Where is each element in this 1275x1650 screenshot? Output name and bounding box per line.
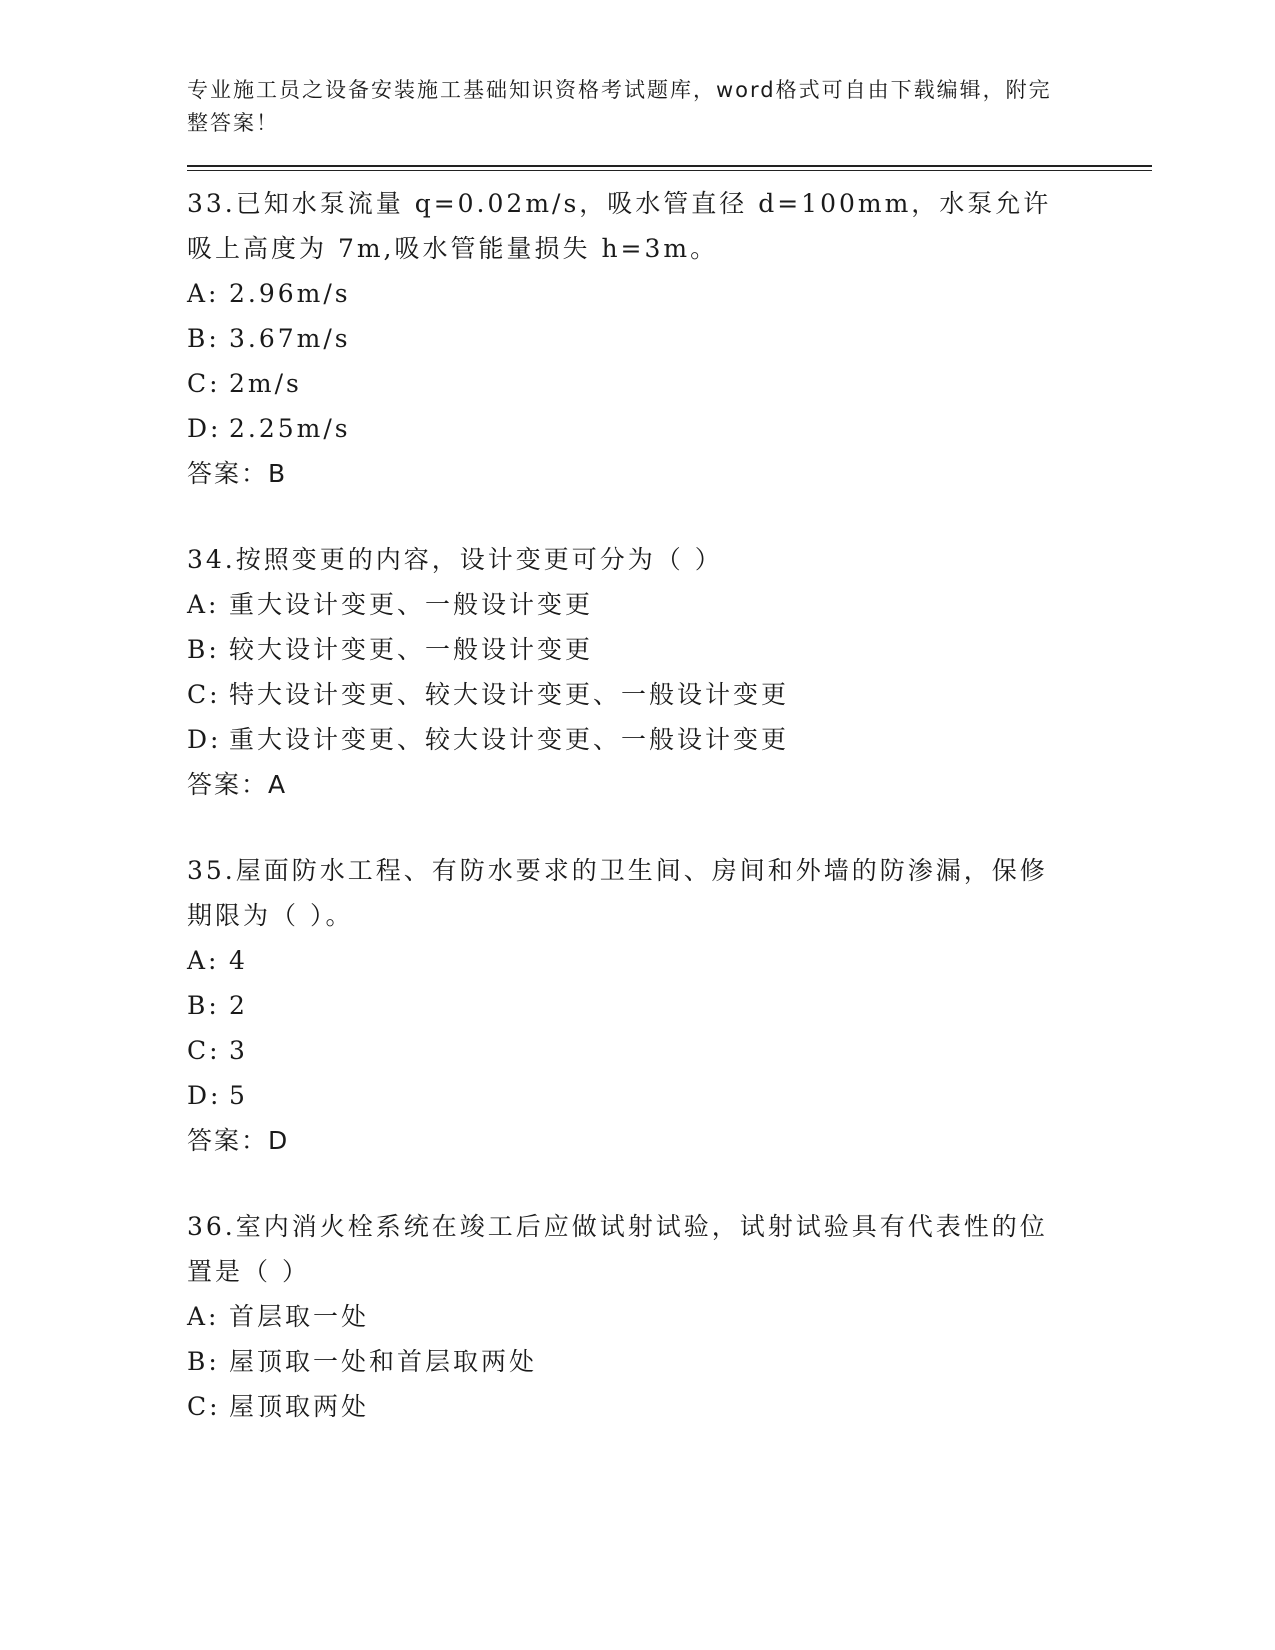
question-33 bbox=[187, 181, 1152, 496]
option-letter: B: bbox=[187, 1347, 220, 1376]
option-letter: C: bbox=[187, 680, 221, 709]
option-text: 2 bbox=[229, 991, 248, 1020]
option-b bbox=[187, 983, 1152, 1028]
option-a bbox=[187, 271, 1152, 316]
option-b bbox=[187, 627, 1152, 672]
option-text: 首层取一处 bbox=[229, 1302, 370, 1331]
option-b bbox=[187, 1339, 1152, 1384]
answer-line: 答案：B bbox=[187, 459, 288, 488]
option-text: 5 bbox=[229, 1081, 248, 1110]
option-text: 屋顶取两处 bbox=[229, 1392, 370, 1421]
option-letter: A: bbox=[187, 946, 220, 975]
option-a bbox=[187, 1294, 1152, 1339]
option-letter: C: bbox=[187, 369, 221, 398]
question-stem: 35.屋面防水工程、有防水要求的卫生间、房间和外墙的防渗漏，保修期限为（ ）。 bbox=[187, 856, 1048, 930]
option-c bbox=[187, 1028, 1152, 1073]
option-text: 重大设计变更、一般设计变更 bbox=[229, 590, 594, 619]
option-c bbox=[187, 1384, 1152, 1429]
question-stem: 34.按照变更的内容，设计变更可分为（ ） bbox=[187, 545, 723, 574]
option-letter: B: bbox=[187, 324, 220, 353]
option-text: 4 bbox=[229, 946, 248, 975]
question-36 bbox=[187, 1204, 1152, 1429]
header-divider bbox=[187, 165, 1152, 171]
document-page bbox=[187, 74, 1152, 1470]
option-text: 特大设计变更、较大设计变更、一般设计变更 bbox=[229, 680, 790, 709]
answer-line: 答案：A bbox=[187, 770, 288, 799]
option-text: 重大设计变更、较大设计变更、一般设计变更 bbox=[229, 725, 790, 754]
question-list bbox=[187, 181, 1152, 1429]
question-stem: 36.室内消火栓系统在竣工后应做试射试验，试射试验具有代表性的位置是（ ） bbox=[187, 1212, 1048, 1286]
option-c bbox=[187, 672, 1152, 717]
option-letter: B: bbox=[187, 635, 220, 664]
question-34 bbox=[187, 537, 1152, 807]
option-d bbox=[187, 406, 1152, 451]
option-text: 2.96m/s bbox=[229, 279, 351, 308]
option-letter: C: bbox=[187, 1036, 221, 1065]
option-letter: A: bbox=[187, 590, 220, 619]
option-letter: D: bbox=[187, 1081, 222, 1110]
option-text: 较大设计变更、一般设计变更 bbox=[229, 635, 594, 664]
option-letter: B: bbox=[187, 991, 220, 1020]
question-stem: 33.已知水泵流量 q=0.02m/s，吸水管直径 d=100mm，水泵允许吸上高度为 7m,吸水管能量损失 h=3m。 bbox=[187, 189, 1052, 263]
question-35 bbox=[187, 848, 1152, 1163]
option-text: 3.67m/s bbox=[229, 324, 351, 353]
option-c bbox=[187, 361, 1152, 406]
option-letter: D: bbox=[187, 725, 222, 754]
document-header: 专业施工员之设备安装施工基础知识资格考试题库，word格式可自由下载编辑，附完整答案！ bbox=[187, 78, 1052, 135]
answer-line: 答案：D bbox=[187, 1126, 290, 1155]
option-letter: C: bbox=[187, 1392, 221, 1421]
option-text: 屋顶取一处和首层取两处 bbox=[229, 1347, 538, 1376]
option-text: 3 bbox=[229, 1036, 248, 1065]
option-a bbox=[187, 938, 1152, 983]
option-b bbox=[187, 316, 1152, 361]
option-text: 2.25m/s bbox=[229, 414, 351, 443]
option-letter: A: bbox=[187, 1302, 220, 1331]
option-a bbox=[187, 582, 1152, 627]
option-d bbox=[187, 717, 1152, 762]
option-text: 2m/s bbox=[229, 369, 302, 398]
option-letter: A: bbox=[187, 279, 220, 308]
option-letter: D: bbox=[187, 414, 222, 443]
option-d bbox=[187, 1073, 1152, 1118]
